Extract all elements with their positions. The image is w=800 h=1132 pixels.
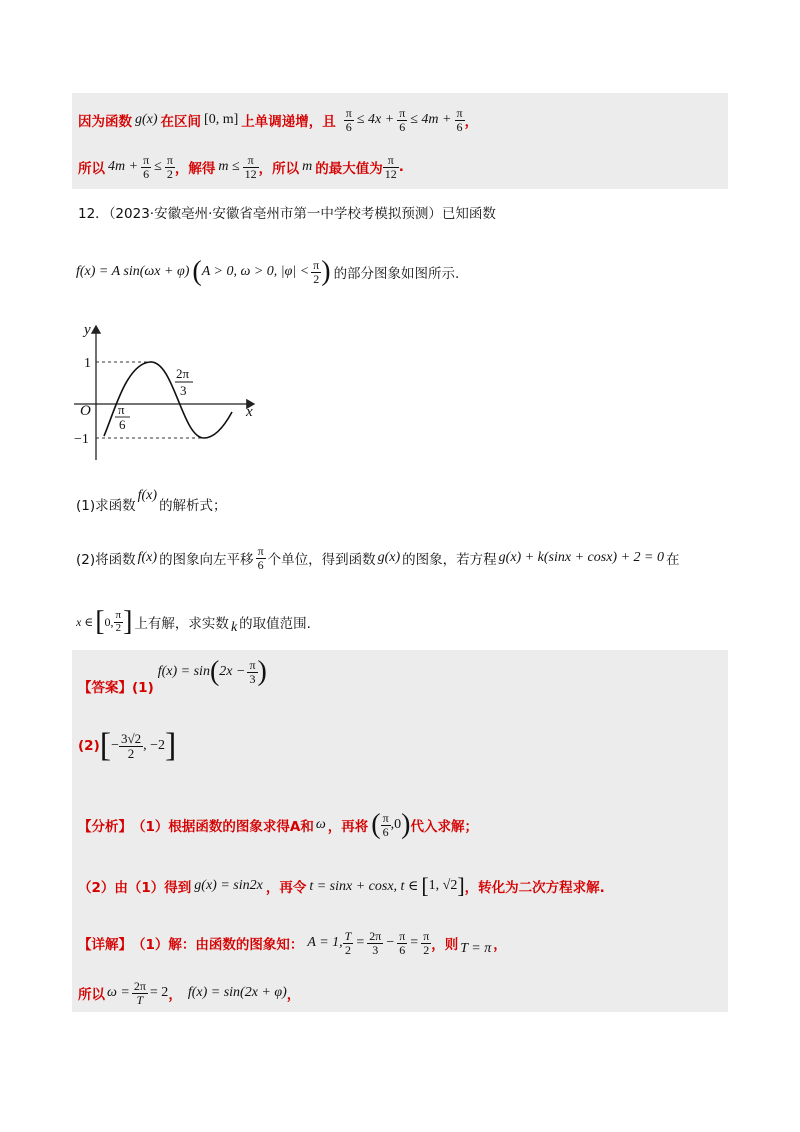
bracket-left: [ <box>421 873 429 898</box>
answer-label: 【答案】(1) <box>78 680 154 696</box>
text: ， <box>493 937 507 953</box>
text: 上有解，求实数 <box>134 616 229 632</box>
text: 上单调递增，且 <box>241 114 336 130</box>
paren-left: ( <box>209 656 220 687</box>
math-gx: g(x) <box>377 550 401 565</box>
text: 代入求解； <box>410 819 478 835</box>
paren-right: ) <box>401 809 411 840</box>
math-interval: [0, m] <box>204 112 239 127</box>
text: 在 <box>665 552 680 568</box>
fraction-pi-2: $\frac{\pi}{2}$ <box>115 608 122 634</box>
math-fx: f(x) <box>137 550 158 565</box>
fraction-pi-12: $\frac{\pi}{12}$ <box>384 152 397 181</box>
text: 的最大值为 <box>315 161 383 177</box>
text: 所以 <box>78 161 105 177</box>
fraction-pi-2: $\frac{\pi}{2}$ <box>423 928 430 957</box>
text: 的解析式； <box>159 498 227 514</box>
question-function-line <box>76 250 459 294</box>
y-tick-1: 1 <box>84 356 91 371</box>
math-eq: = <box>410 935 419 950</box>
bracket-right: ] <box>165 727 177 764</box>
question-header <box>78 202 496 222</box>
math-gx-sin2x: g(x) = sin2x <box>194 878 263 893</box>
math-le: ≤ <box>154 159 162 174</box>
text: 的部分图象如图所示. <box>333 266 460 282</box>
math-A: A = 1, <box>307 935 343 950</box>
math-answer-1: f(x) = sin <box>157 664 210 679</box>
math-m-var: m <box>302 159 313 174</box>
fraction-3sqrt2-2: $\frac{3√2}{2}$ <box>120 730 142 761</box>
text: ， <box>168 987 182 1003</box>
part2-line-1 <box>76 538 679 578</box>
text: ， <box>464 114 479 130</box>
math-ineq: ≤ 4m + <box>410 112 452 127</box>
y-tick-neg-1: −1 <box>74 432 89 447</box>
text: ，则 <box>431 937 459 953</box>
x-tick-pi-6-num: π <box>118 402 125 417</box>
math-eq-2: = 2 <box>149 985 169 1000</box>
top-line-2 <box>78 147 404 187</box>
bracket-right: ] <box>457 873 465 898</box>
x-axis-label: x <box>246 404 253 420</box>
fraction-pi-6: $\frac{\pi}{6}$ <box>345 105 352 134</box>
answer-line-1 <box>78 656 267 700</box>
answer-line-2 <box>78 722 176 770</box>
text: 在区间 <box>160 114 202 130</box>
text: （1）根据函数的图象求得A和 <box>132 819 314 835</box>
fraction-pi-6: $\frac{\pi}{6}$ <box>382 810 389 839</box>
analysis-label: 【分析】 <box>78 819 132 835</box>
question-source: （2023·安徽亳州·安徽省亳州市第一中学校考模拟预测）已知函数 <box>108 206 496 222</box>
math-minus: − <box>386 935 395 950</box>
fraction-pi-6: $\frac{\pi}{6}$ <box>257 543 264 572</box>
detail-line-1 <box>78 922 507 964</box>
text: 个单位，得到函数 <box>267 552 376 568</box>
text: ，转化为二次方程求解. <box>464 880 605 896</box>
paren-right: ) <box>321 256 331 287</box>
math-omega: ω <box>315 817 326 832</box>
math-T-pi: T = π <box>460 941 492 956</box>
question-number: 12． <box>78 206 109 222</box>
fraction-2pi-T: $\frac{2\pi}{T}$ <box>133 978 146 1007</box>
bracket-left: [ <box>95 606 105 637</box>
fraction-2pi-3: $\frac{2\pi}{3}$ <box>369 928 382 957</box>
math-t-interval: 1, √2 <box>428 878 458 893</box>
text: 的图象，若方程 <box>402 552 497 568</box>
x-tick-pi-6-den: 6 <box>119 417 126 432</box>
fraction-pi-2: $\frac{\pi}{2}$ <box>166 152 173 181</box>
fraction-pi-6: $\frac{\pi}{6}$ <box>143 152 150 181</box>
math-expr: 4m + <box>108 159 139 174</box>
text: 的图象向左平移 <box>159 552 254 568</box>
origin-label: O <box>80 403 91 419</box>
math-eq: = <box>356 935 365 950</box>
paren-left: ( <box>192 256 202 287</box>
math-answer-1-inner: 2x − <box>219 664 246 679</box>
fraction-T-2: $\frac{T}{2}$ <box>344 928 352 957</box>
text: ，再将 <box>327 819 369 835</box>
detail-line-2 <box>78 972 300 1014</box>
top-line-1 <box>78 100 478 140</box>
analysis-line-2 <box>78 866 605 906</box>
math-x-in: x ∈ <box>76 614 94 629</box>
answer-2-label: (2) <box>78 738 100 754</box>
bracket-right: ] <box>123 606 133 637</box>
text: (1)求函数 <box>76 498 136 514</box>
text: (2)将函数 <box>76 552 136 568</box>
math-point-tail: ,0 <box>390 817 402 832</box>
text: 所以 <box>78 987 105 1003</box>
math-k: k <box>230 620 238 635</box>
math-fx: f(x) <box>137 488 158 503</box>
math-minus: − <box>111 738 119 753</box>
math-answer-2-tail: , −2 <box>143 738 166 753</box>
fraction-pi-3: $\frac{\pi}{3}$ <box>249 657 256 686</box>
y-axis-label: y <box>84 322 91 338</box>
text: （2）由（1）得到 <box>78 880 192 896</box>
fraction-pi-6: $\frac{\pi}{6}$ <box>399 105 406 134</box>
math-function: f(x) = A sin(ωx + φ) <box>76 264 190 279</box>
math-omega-eq: ω = <box>107 985 130 1000</box>
text: ，所以 <box>258 161 300 177</box>
math-fx-form: f(x) = sin(2x + φ) <box>187 985 287 1000</box>
text: （1）解：由函数的图象知： <box>132 937 304 953</box>
text: . <box>398 159 404 175</box>
math-zero: 0, <box>104 614 114 629</box>
x-tick-2pi-3-num: 2π <box>176 366 190 381</box>
math-ineq: ≤ 4x + <box>356 112 395 127</box>
math-gx: g(x) <box>135 112 158 127</box>
part2-line-2 <box>76 602 311 642</box>
x-tick-2pi-3-den: 3 <box>180 383 187 398</box>
fraction-pi-12: $\frac{\pi}{12}$ <box>244 152 257 181</box>
math-equation: g(x) + k(sinx + cosx) + 2 = 0 <box>498 550 664 565</box>
paren-right: ) <box>257 656 267 687</box>
bracket-left: [ <box>99 727 112 764</box>
text: 因为函数 <box>78 114 132 130</box>
math-condition: A > 0, ω > 0, |φ| < <box>201 264 310 279</box>
fraction-pi-2: $\frac{\pi}{2}$ <box>313 257 320 286</box>
detail-label: 【详解】 <box>78 937 132 953</box>
analysis-line-1 <box>78 802 478 848</box>
paren-left: ( <box>371 809 381 840</box>
text: ，解得 <box>174 161 216 177</box>
text: ，再令 <box>265 880 307 896</box>
math-m: m ≤ <box>218 159 240 174</box>
math-t-def: t = sinx + cosx, t ∈ <box>309 878 419 894</box>
part1-line <box>76 484 227 524</box>
text: ， <box>286 987 301 1003</box>
fraction-pi-6: $\frac{\pi}{6}$ <box>456 105 463 134</box>
fraction-pi-6: $\frac{\pi}{6}$ <box>399 928 406 957</box>
text: 的取值范围. <box>239 616 311 632</box>
function-graph <box>70 318 270 468</box>
